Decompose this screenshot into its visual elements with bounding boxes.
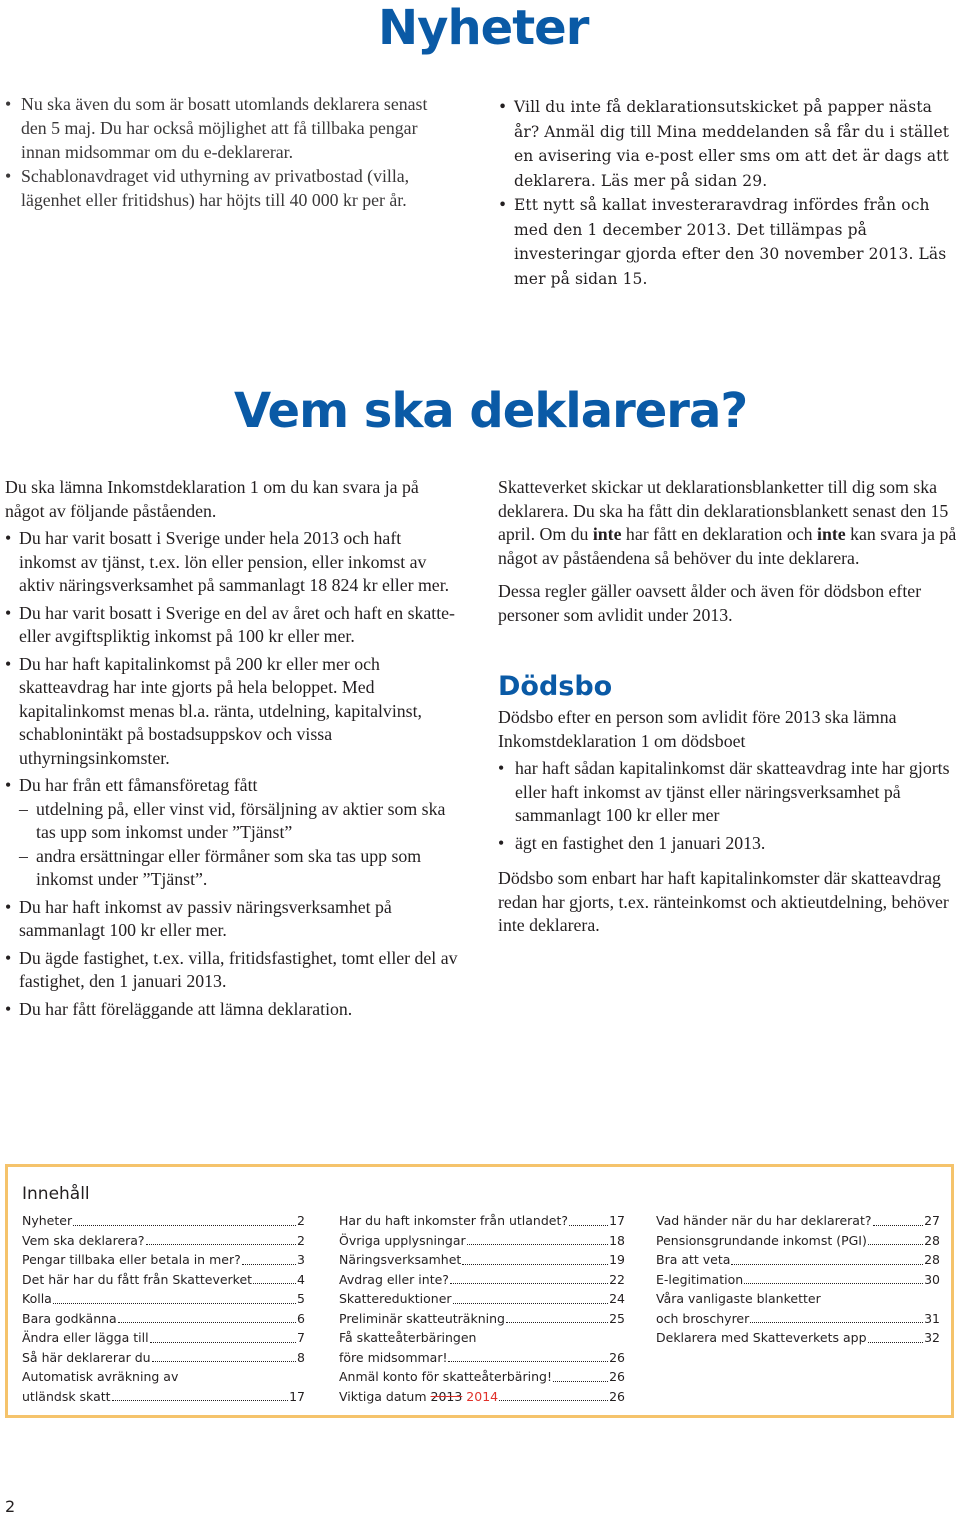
toc-entry[interactable] [656,1328,940,1348]
toc-entry-label: Vem ska deklarera? [22,1232,145,1248]
text-span: har fått en deklaration och [621,524,817,544]
toc-column-1 [22,1211,305,1406]
toc-entry-label: Ändra eller lägga till [22,1330,149,1345]
toc-entry-page: 22 [609,1271,625,1287]
toc-entry-page: 31 [924,1310,940,1326]
toc-entry-page: 4 [297,1271,305,1287]
toc-entry[interactable] [22,1211,305,1231]
toc-entry[interactable] [22,1328,305,1348]
toc-entry-label: före midsommar! [339,1349,448,1365]
toc-entry-label: Kolla [22,1291,52,1306]
toc-leader [150,1328,296,1343]
old-year: 2013 [430,1388,463,1404]
toc-leader [467,1231,608,1246]
toc-entry-label: Pengar tillbaka eller betala in mer? [22,1252,241,1267]
toc-entry-page: 28 [924,1232,940,1248]
toc-entry-label: Anmäl konto för skatteåterbäring! [339,1369,552,1384]
toc-entry-page: 2 [297,1232,305,1248]
toc-entry-page: 7 [297,1330,305,1345]
news-item: • Vill du inte få deklarationsutskicket på papper nästa år? Anmäl dig till Mina meddelanden så får du i stället en avisering via e-post eller sms om att det är dags att deklarera. Läs mer på sidan 29. [498,95,960,193]
toc-leader [569,1211,608,1226]
subsection-title: Dödsbo [498,671,613,702]
toc-entry-label: Automatisk avräkning av [22,1369,179,1384]
toc-entry[interactable] [339,1387,625,1407]
toc-entry[interactable] [22,1289,305,1309]
criteria-item: • Du har haft inkomst av passiv näringsverksamhet på sammanlagt 100 kr eller mer. [5,896,460,943]
toc-leader [453,1289,609,1304]
toc-entry[interactable] [22,1367,305,1387]
toc-label-text: Viktiga datum [339,1388,431,1404]
page-title: Nyheter [378,0,589,56]
dodsbo-item: • har haft sådan kapitalinkomst där skatteavdrag inte har gjorts eller haft inkomst av tjänst eller näringsverksamhet på sammanlagt 100 kr eller mer [498,757,960,828]
criteria-item: • Du har haft kapitalinkomst på 200 kr eller mer och skatteavdrag har inte gjorts på hela beloppet. Med kapitalinkomst menas bl.a. ränta, utdelning, kapitalvinst, schablonintäkt på bostadsuppskov och vissa uthyrningsinkomster. [5,653,460,771]
toc-entry[interactable] [22,1387,305,1407]
toc-entry[interactable] [339,1289,625,1309]
toc-entry-label: Våra vanligaste blanketter [656,1291,821,1306]
toc-entry[interactable] [656,1270,940,1290]
toc-entry-label: Så här deklarerar du [22,1349,151,1365]
toc-entry-label: Bra att veta [656,1252,731,1267]
toc-entry-page: 3 [297,1252,305,1267]
toc-entry-page: 24 [609,1291,625,1306]
toc-column-3 [656,1211,940,1348]
toc-entry-label: Avdrag eller inte? [339,1271,449,1287]
toc-entry[interactable] [22,1250,305,1270]
toc-entry[interactable] [656,1309,940,1329]
toc-entry[interactable] [339,1367,625,1387]
toc-entry[interactable] [339,1309,625,1329]
toc-leader [462,1250,608,1265]
emphasis: inte [817,524,846,544]
toc-entry[interactable] [339,1231,625,1251]
toc-leader [146,1231,296,1246]
toc-entry[interactable] [339,1270,625,1290]
toc-entry[interactable] [22,1348,305,1368]
toc-entry-label: Näringsverksamhet [339,1252,462,1267]
toc-entry[interactable] [656,1211,940,1231]
toc-leader [73,1211,296,1226]
news-list-right [498,95,960,291]
toc-column-2 [339,1211,625,1406]
dodsbo-item: • ägt en fastighet den 1 januari 2013. [498,832,960,856]
who-must-file-right-column [498,476,960,627]
sub-criteria-item: – andra ersättningar eller förmåner som ska tas upp som inkomst under ”Tjänst”. [19,845,460,892]
toc-entry-page: 26 [609,1388,625,1404]
toc-entry[interactable] [656,1231,940,1251]
info-paragraph [498,476,960,570]
dodsbo-intro: Dödsbo efter en person som avlidit före 2013 ska lämna Inkomstdeklaration 1 om dödsboet [498,707,897,751]
toc-entry[interactable] [22,1231,305,1251]
toc-entry-page: 26 [609,1349,625,1365]
toc-entry-page: 30 [924,1271,940,1287]
info-paragraph: Dessa regler gäller oavsett ålder och även för dödsbon efter personer som avlidit under 2013. [498,581,922,625]
toc-leader [152,1348,296,1363]
toc-entry[interactable] [339,1348,625,1368]
sub-criteria-list [19,798,460,892]
toc-leader [112,1387,289,1402]
toc-entry-label: Vad händer när du har deklarerat? [656,1213,872,1228]
toc-entry-label: Nyheter [22,1213,73,1228]
toc-entry-label: Har du haft inkomster från utlandet? [339,1213,569,1228]
toc-leader [873,1211,924,1226]
toc-entry-page: 6 [297,1310,305,1326]
toc-entry-page: 26 [609,1369,625,1384]
news-item: • Schablonavdraget vid uthyrning av privatbostad (villa, lägenhet eller fritidshus) har höjts till 40 000 kr per år. [5,164,457,212]
toc-entry[interactable] [339,1328,625,1348]
toc-leader [450,1270,608,1285]
criteria-list [5,527,460,1021]
toc-entry-label: E-legitimation [656,1271,744,1287]
toc-entry[interactable] [339,1250,625,1270]
table-of-contents [5,1164,954,1418]
criteria-item [5,774,460,892]
intro-paragraph: Du ska lämna Inkomstdeklaration 1 om du kan svara ja på något av följande påståenden. [5,477,419,521]
toc-entry-label: Övriga upplysningar [339,1232,466,1248]
toc-entry-label: Skattereduktioner [339,1291,452,1306]
toc-leader [744,1270,923,1285]
toc-entry-page: 17 [289,1388,305,1404]
sub-criteria-item: – utdelning på, eller vinst vid, försäljning av aktier som ska tas upp som inkomst under ”Tjänst” [19,798,460,845]
toc-leader [53,1289,296,1304]
criteria-item: • Du ägde fastighet, t.ex. villa, fritidsfastighet, tomt eller del av fastighet, den 1 januari 2013. [5,947,460,994]
criteria-item: • Du har fått föreläggande att lämna deklaration. [5,998,460,1022]
toc-entry-label [339,1387,498,1407]
toc-leader [868,1328,924,1343]
toc-entry-page: 5 [297,1291,305,1306]
news-list-left [5,92,457,212]
toc-heading: Innehåll [22,1184,90,1204]
toc-entry-page: 17 [609,1213,625,1228]
news-item: • Ett nytt så kallat investeraravdrag infördes från och med den 1 december 2013. Det tillämpas på investeringar gjorda efter den 30 november 2013. Läs mer på sidan 15. [498,193,960,291]
emphasis: inte [592,524,622,544]
toc-leader [118,1309,296,1324]
dodsbo-list [498,757,960,855]
criteria-item: • Du har varit bosatt i Sverige en del av året och haft en skatte- eller avgiftspliktig inkomst på 100 kr eller mer. [5,602,460,649]
toc-leader [506,1309,608,1324]
toc-entry-page: 8 [297,1349,305,1365]
toc-entry-page: 19 [609,1252,625,1267]
toc-leader [253,1270,296,1285]
text-span: kan svara ja på något av påståendena så behöver du inte deklarera. [498,524,957,568]
toc-entry[interactable] [656,1289,940,1309]
toc-leader [242,1250,296,1265]
toc-entry-page: 32 [924,1330,940,1345]
toc-leader [499,1387,608,1402]
toc-leader [731,1250,923,1265]
who-must-file-column [5,476,460,1021]
criteria-text: Du har från ett fåmansföretag fått [19,775,258,795]
dodsbo-section [498,706,960,938]
toc-entry-label: Det här har du fått från Skatteverket [22,1271,253,1287]
toc-entry-label: Bara godkänna [22,1310,117,1326]
toc-leader [553,1367,608,1382]
toc-entry[interactable] [339,1211,625,1231]
toc-entry-label: Preliminär skatteuträkning [339,1310,505,1326]
toc-entry-label: och broschyrer [656,1310,750,1326]
toc-entry[interactable] [656,1250,940,1270]
toc-entry[interactable] [22,1270,305,1290]
toc-leader [868,1231,923,1246]
toc-entry-label: utländsk skatt [22,1388,111,1404]
criteria-item: • Du har varit bosatt i Sverige under hela 2013 och haft inkomst av tjänst, t.ex. lön eller pension, eller inkomst av aktiv näringsverksamhet på sammanlagt 18 824 kr eller mer. [5,527,460,598]
toc-entry-page: 25 [609,1310,625,1326]
toc-leader [448,1348,608,1363]
news-item: • Nu ska även du som är bosatt utomlands deklarera senast den 5 maj. Du har också möjlighet att få tillbaka pengar innan midsommar om du e-deklarerar. [5,92,457,164]
text-span: Skatteverket skickar ut deklarationsblanketter till dig som ska deklarera. Du ska ha fått din deklarationsblankett senast den 15 april. Om du [498,477,949,544]
dodsbo-outro: Dödsbo som enbart har haft kapitalinkomster där skatteavdrag redan har gjorts, t.ex. ränteinkomst och aktieutdelning, behöver inte deklarera. [498,868,949,935]
toc-entry-page: 2 [297,1213,305,1228]
toc-column-2-list [339,1211,625,1387]
toc-entry-page: 18 [609,1232,625,1248]
toc-leader [750,1309,923,1324]
toc-entry-page: 28 [924,1252,940,1267]
toc-entry-page: 27 [924,1213,940,1228]
page-number: 2 [5,1497,16,1516]
toc-entry[interactable] [22,1309,305,1329]
section-title: Vem ska deklarera? [234,383,748,439]
toc-entry-label: Pensionsgrundande inkomst (PGI) [656,1232,867,1248]
toc-entry-label: Få skatteåterbäringen [339,1330,477,1345]
new-year: 2014 [466,1388,499,1404]
toc-entry-label: Deklarera med Skatteverkets app [656,1330,867,1345]
